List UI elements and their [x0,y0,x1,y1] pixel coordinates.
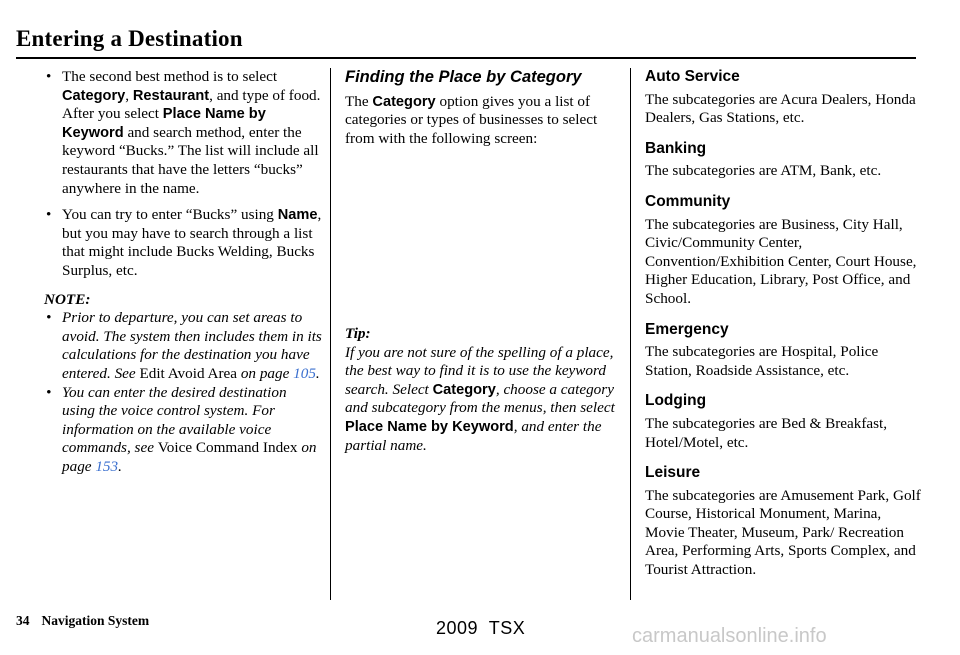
subcategory-section [645,68,923,128]
place-name-by-keyword-term: Place Name by Keyword [345,418,514,435]
column-1 [44,68,322,476]
tip-block [345,325,620,455]
subcategory-body: The subcategories are ATM, Bank, etc. [645,162,882,180]
page-title: Entering a Destination [16,26,243,51]
title-divider [16,57,916,59]
watermark: carmanualsonline.info [632,625,827,647]
note-item-voice-control [44,384,322,477]
book-title: Navigation System [41,613,150,628]
text-span: If you are not sure of the spelling of a place, the best way to find it is to use the keyword search. Select [345,343,614,398]
text-span: The second best method is to select [62,68,278,85]
text-span: , but you may have to search through a list that might include Bucks Welding, Bucks Surplus, etc. [62,206,322,279]
page-footer [16,613,149,629]
edit-avoid-area-ref: Edit Avoid Area [139,364,238,382]
subcategory-body: The subcategories are Amusement Park, Golf Course, Historical Monument, Marina, Movie Theater, Museum, Park/ Recreation Area, Performing Arts, Sports Complex, and Tourist Attraction. [645,486,921,579]
text-span: Prior to departure, you can set areas to avoid. The system then includes them in its calculations for the destination you have entered. See [62,309,322,382]
text-span: on page [237,364,294,382]
text-span: , [125,86,133,104]
text-span: You can enter the desired destination using the voice control system. For information on the available voice commands, see [62,383,287,457]
page-link-105[interactable]: 105 [293,364,316,382]
place-name-by-keyword-term: Place Name by Keyword [62,106,266,141]
text-span: on page [62,439,317,475]
subcategory-section [645,464,923,580]
column-2 [345,68,623,148]
text-span: , choose a category and subcategory from the menus, then select [345,380,615,417]
category-intro-paragraph [345,93,623,149]
subcategory-section [645,392,923,452]
note-item-avoid-areas [44,309,322,383]
model-label: 2009 TSX [436,618,526,638]
text-span: option gives you a list of categories or types of businesses to select from with the following screen: [345,92,598,147]
bullet-item-name-method [44,206,322,280]
restaurant-term: Restaurant [132,87,210,104]
category-term: Category [432,381,496,398]
subcategory-heading: Lodging [645,392,707,410]
column-divider-2 [630,68,631,600]
subcategory-heading: Emergency [645,320,729,338]
name-term: Name [277,207,318,224]
subcategory-heading: Leisure [645,464,701,482]
tip-text [345,344,620,456]
column-divider-1 [330,68,331,600]
subcategory-body: The subcategories are Acura Dealers, Honda Dealers, Gas Stations, etc. [645,90,916,127]
subcategory-heading: Auto Service [645,68,740,85]
category-term: Category [62,87,126,104]
subcategory-section [645,321,923,381]
note-label: NOTE: [44,290,91,308]
text-span: . [315,364,320,382]
voice-command-index-ref: Voice Command Index [157,439,298,457]
bullet-item-best-method [44,68,322,198]
subcategory-heading: Banking [645,139,707,157]
text-span: and search method, enter the keyword “Bucks.” The list will include all restaurants that have the letters “bucks” anywhere in the name. [62,123,319,197]
page-number: 34 [16,613,30,628]
column-3 [645,68,923,592]
section-heading-category: Finding the Place by Category [345,68,582,86]
tip-label: Tip: [345,325,371,342]
text-span: , and enter the partial name. [345,417,602,454]
subcategory-heading: Community [645,192,731,210]
text-span: . [118,457,122,475]
subcategory-section [645,193,923,309]
subcategory-body: The subcategories are Bed & Breakfast, Hotel/Motel, etc. [645,414,888,451]
bullet-list [44,68,322,281]
page-link-153[interactable]: 153 [95,457,119,475]
subcategory-body: The subcategories are Business, City Hall, Civic/Community Center, Convention/Exhibition Center, Court House, Higher Education, Library, Post Office, and School. [645,215,917,307]
subcategory-section [645,140,923,181]
subcategory-body: The subcategories are Hospital, Police Station, Roadside Assistance, etc. [645,343,879,379]
category-term: Category [372,93,436,110]
text-span: , and type of food. After you select [62,86,321,123]
note-list [44,309,322,476]
text-span: The [345,92,373,110]
text-span: You can try to enter “Bucks” using [62,206,278,224]
